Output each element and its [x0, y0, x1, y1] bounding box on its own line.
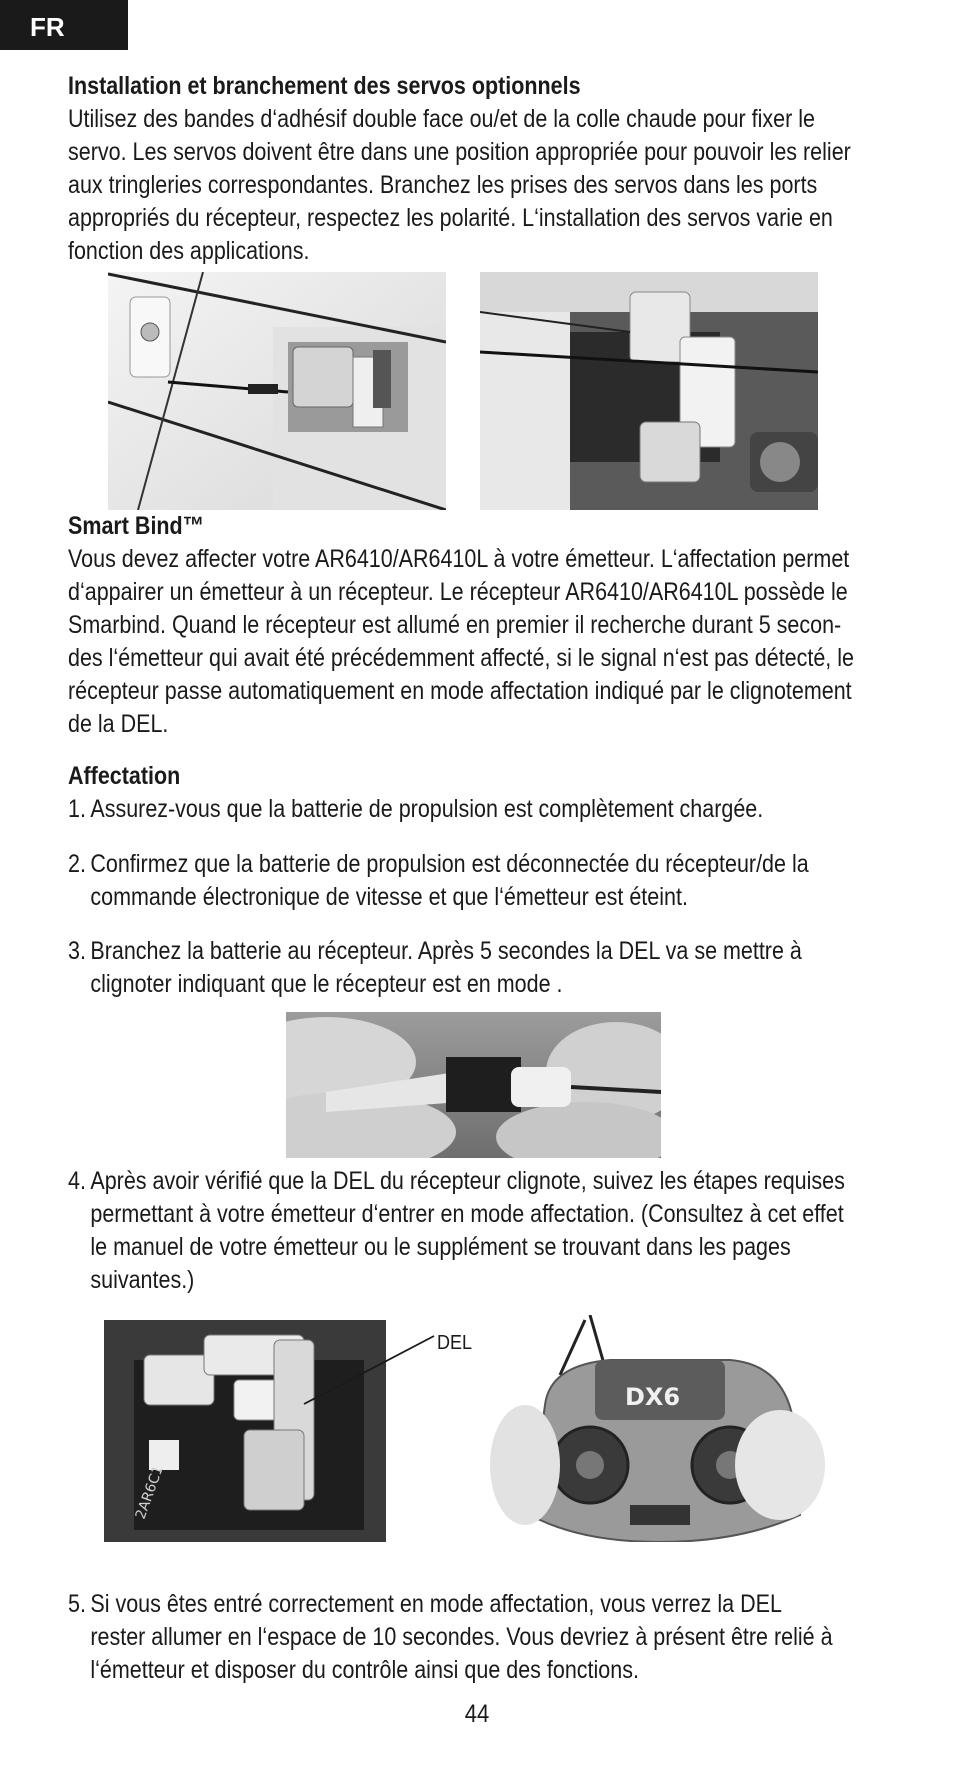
step-item [68, 793, 782, 826]
servo-paragraph-line: appropriés du récepteur, respectez les polarité. L‘installation des servos varie en [68, 204, 833, 232]
step-text-line: rester allumer en l‘espace de 10 secondes. Vous devriez à présent être relié à [90, 1623, 833, 1651]
servo-heading: Installation et branchement des servos optionnels [68, 72, 581, 100]
step-text-line: Confirmez que la batterie de propulsion est déconnectée du récepteur/de la [90, 850, 809, 878]
receiver-servos-photo [480, 272, 818, 510]
affectation-heading: Affectation [68, 762, 181, 790]
language-tab: FR [0, 0, 128, 50]
smartbind-paragraph-line: des l‘émetteur qui avait été précédemment affecté, si le signal n‘est pas détecté, le [68, 644, 854, 672]
servo-installed-photo [108, 272, 446, 510]
smartbind-paragraph-line: Vous devez affecter votre AR6410/AR6410L à votre émetteur. L‘affectation permet [68, 545, 850, 573]
transmitter-photo [490, 1315, 830, 1542]
transmitter-brand-label: DX6 [625, 1383, 681, 1411]
step-text-line: suivantes.) [90, 1266, 195, 1294]
led-callout-line [300, 1330, 440, 1410]
step-text-line: commande électronique de vitesse et que l‘émetteur est éteint. [90, 883, 688, 911]
servo-paragraph-line: servo. Les servos doivent être dans une position appropriée pour pouvoir les relier [68, 138, 851, 166]
step-text-line: permettant à votre émetteur d‘entrer en mode affectation. (Consultez à cet effet [90, 1200, 844, 1228]
step-number: 4. [68, 1167, 86, 1195]
affectation-heading-block [68, 760, 782, 793]
step-text-line: Assurez-vous que la batterie de propulsion est complètement chargée. [90, 795, 764, 823]
step-text-line: Après avoir vérifié que la DEL du récepteur clignote, suivez les étapes requises [90, 1167, 845, 1195]
smartbind-paragraph-line: d‘appairer un émetteur à un récepteur. Le récepteur AR6410/AR6410L possède le [68, 578, 848, 606]
step-number: 5. [68, 1590, 86, 1618]
step-text-line: l‘émetteur et disposer du contrôle ainsi que des fonctions. [90, 1656, 639, 1684]
servo-paragraph-line: fonction des applications. [68, 237, 310, 265]
smartbind-paragraph-line: Smarbind. Quand le récepteur est allumé en premier il recherche durant 5 secon- [68, 611, 842, 639]
servo-section [68, 70, 851, 268]
step-item [68, 935, 802, 1001]
step-item [68, 848, 809, 914]
servo-paragraph-line: Utilisez des bandes d‘adhésif double face ou/et de la colle chaude pour fixer le [68, 105, 816, 133]
step-text-line: Si vous êtes entré correctement en mode affectation, vous verrez la DEL [90, 1590, 782, 1618]
step-text-line: Branchez la batterie au récepteur. Après 5 secondes la DEL va se mettre à [90, 937, 802, 965]
step-item [68, 1165, 845, 1297]
page-number: 44 [464, 1700, 490, 1728]
receiver-marking: 2AR6C1 [132, 1463, 167, 1522]
step-text-line: clignoter indiquant que le récepteur est en mode . [90, 970, 563, 998]
step-number: 2. [68, 850, 86, 878]
smartbind-paragraph-line: de la DEL. [68, 710, 169, 738]
step-text-line: le manuel de votre émetteur ou le supplément se trouvant dans les pages [90, 1233, 791, 1261]
battery-connection-photo [286, 1012, 661, 1158]
smartbind-section [68, 510, 854, 741]
smartbind-paragraph-line: récepteur passe automatiquement en mode affectation indiqué par le clignotement [68, 677, 852, 705]
led-label: DEL [437, 1332, 473, 1354]
step-item [68, 1588, 833, 1687]
smartbind-heading: Smart Bind™ [68, 512, 205, 540]
step-number: 1. [68, 795, 86, 823]
step-number: 3. [68, 937, 86, 965]
servo-paragraph-line: aux tringleries correspondantes. Branchez les prises des servos dans les ports [68, 171, 818, 199]
